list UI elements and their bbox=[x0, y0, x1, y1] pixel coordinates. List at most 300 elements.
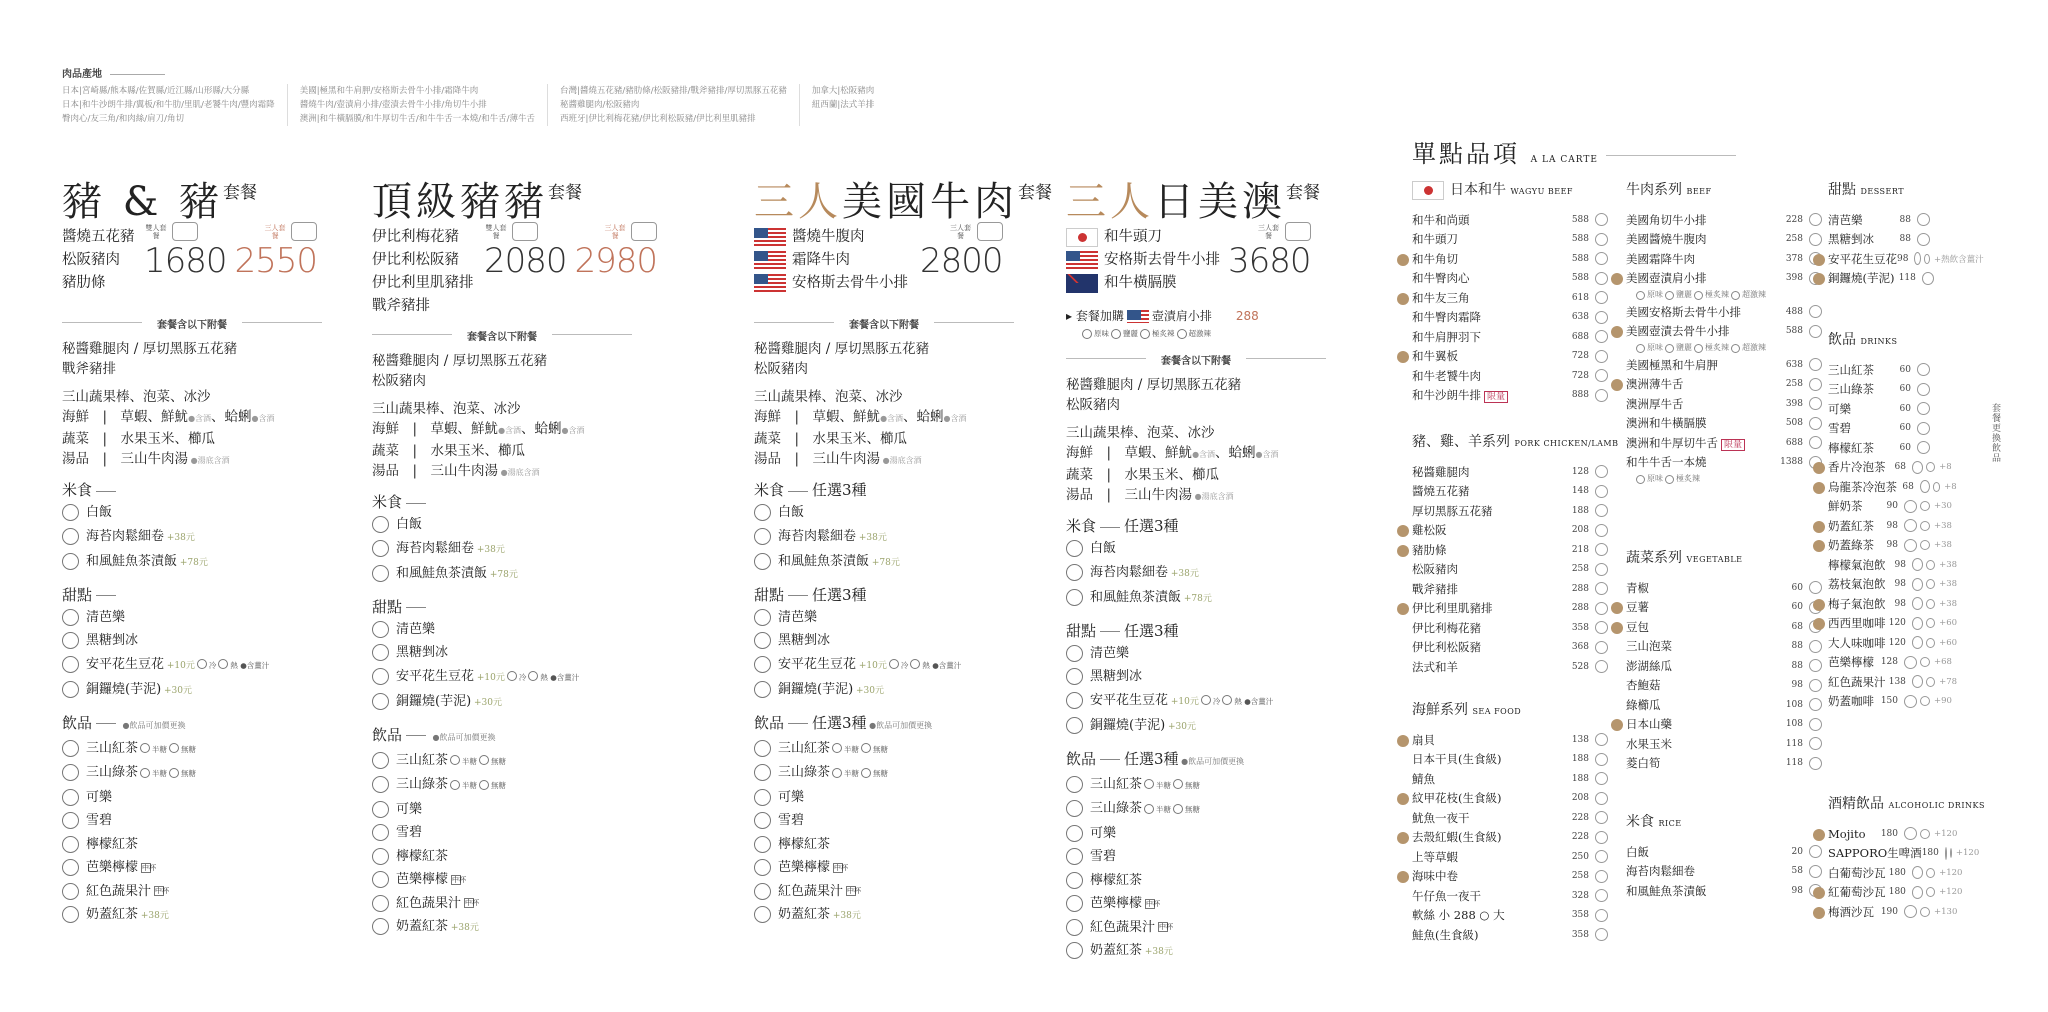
menu-item[interactable] bbox=[1412, 906, 1608, 926]
checkbox[interactable] bbox=[1920, 696, 1930, 706]
menu-item[interactable] bbox=[1412, 828, 1608, 848]
radio[interactable] bbox=[1222, 695, 1232, 705]
menu-item[interactable] bbox=[1626, 414, 1822, 434]
menu-item[interactable] bbox=[1412, 560, 1608, 580]
rice-option[interactable] bbox=[372, 537, 632, 563]
checkbox[interactable] bbox=[1809, 640, 1822, 653]
menu-item[interactable] bbox=[1412, 327, 1608, 347]
rice-option[interactable] bbox=[62, 550, 322, 576]
dessert-option[interactable] bbox=[62, 678, 322, 704]
checkbox[interactable] bbox=[1809, 659, 1822, 672]
radio[interactable] bbox=[169, 768, 179, 778]
drink-option[interactable] bbox=[62, 856, 322, 880]
checkbox[interactable] bbox=[1904, 656, 1917, 669]
menu-item[interactable] bbox=[1828, 633, 1968, 653]
checkbox[interactable] bbox=[1914, 252, 1921, 265]
radio[interactable] bbox=[1111, 329, 1121, 339]
radio[interactable] bbox=[1066, 540, 1083, 557]
radio[interactable] bbox=[1066, 776, 1083, 793]
checkbox[interactable] bbox=[1595, 330, 1608, 343]
radio[interactable] bbox=[372, 752, 389, 769]
radio[interactable] bbox=[754, 681, 771, 698]
checkbox[interactable] bbox=[1912, 866, 1923, 879]
menu-item[interactable] bbox=[1828, 360, 1968, 380]
dessert-option[interactable] bbox=[62, 606, 322, 630]
checkbox[interactable] bbox=[1809, 325, 1822, 338]
radio[interactable] bbox=[62, 681, 79, 698]
dessert-option[interactable] bbox=[62, 629, 322, 653]
checkbox[interactable] bbox=[1809, 757, 1822, 770]
radio[interactable] bbox=[62, 740, 79, 757]
radio[interactable] bbox=[754, 764, 771, 781]
drink-option[interactable] bbox=[62, 903, 322, 929]
checkbox[interactable] bbox=[1912, 461, 1923, 474]
checkbox-3[interactable] bbox=[291, 222, 317, 241]
checkbox[interactable] bbox=[1912, 558, 1923, 571]
menu-item[interactable] bbox=[1828, 824, 1968, 844]
radio[interactable] bbox=[832, 743, 842, 753]
radio[interactable] bbox=[1694, 344, 1703, 353]
checkbox[interactable] bbox=[1920, 657, 1930, 667]
menu-item[interactable] bbox=[1626, 734, 1822, 754]
menu-item[interactable] bbox=[1626, 230, 1822, 250]
radio[interactable] bbox=[1636, 475, 1645, 484]
radio[interactable] bbox=[1694, 291, 1703, 300]
menu-item[interactable] bbox=[1626, 453, 1822, 473]
checkbox[interactable] bbox=[1904, 695, 1917, 708]
radio[interactable] bbox=[169, 743, 179, 753]
radio[interactable] bbox=[1066, 848, 1083, 865]
radio[interactable] bbox=[1082, 329, 1092, 339]
menu-item[interactable] bbox=[1412, 308, 1608, 328]
drink-option[interactable] bbox=[754, 761, 1014, 786]
checkbox[interactable] bbox=[1904, 539, 1917, 552]
checkbox[interactable] bbox=[1595, 252, 1608, 265]
checkbox[interactable] bbox=[1595, 831, 1608, 844]
checkbox[interactable] bbox=[1917, 213, 1930, 226]
rice-option[interactable] bbox=[372, 513, 632, 537]
menu-item[interactable] bbox=[1828, 594, 1968, 614]
drink-option[interactable] bbox=[754, 903, 1014, 929]
checkbox[interactable] bbox=[1595, 621, 1608, 634]
checkbox[interactable] bbox=[1926, 638, 1935, 648]
radio[interactable] bbox=[1665, 291, 1674, 300]
drink-option[interactable] bbox=[62, 880, 322, 904]
checkbox[interactable] bbox=[1904, 905, 1917, 918]
drink-option[interactable] bbox=[1066, 869, 1326, 893]
radio[interactable] bbox=[372, 540, 389, 557]
menu-item[interactable] bbox=[1828, 497, 1968, 517]
checkbox[interactable] bbox=[1912, 636, 1923, 649]
radio[interactable] bbox=[832, 768, 842, 778]
drink-option[interactable] bbox=[1066, 797, 1326, 822]
radio[interactable] bbox=[1066, 800, 1083, 817]
checkbox[interactable] bbox=[1595, 389, 1608, 402]
checkbox[interactable] bbox=[1904, 827, 1917, 840]
radio[interactable] bbox=[754, 836, 771, 853]
menu-item[interactable] bbox=[1412, 521, 1608, 541]
radio[interactable] bbox=[479, 780, 489, 790]
menu-item[interactable] bbox=[1412, 579, 1608, 599]
menu-item[interactable] bbox=[1412, 230, 1608, 250]
menu-item[interactable] bbox=[1828, 883, 1968, 903]
radio[interactable] bbox=[372, 516, 389, 533]
checkbox[interactable] bbox=[1809, 865, 1822, 878]
radio[interactable] bbox=[450, 755, 460, 765]
radio[interactable] bbox=[754, 812, 771, 829]
checkbox[interactable] bbox=[1917, 422, 1930, 435]
checkbox[interactable] bbox=[1926, 677, 1935, 687]
checkbox[interactable] bbox=[1904, 500, 1917, 513]
menu-item[interactable] bbox=[1626, 433, 1822, 453]
checkbox[interactable] bbox=[1595, 350, 1608, 363]
dessert-option[interactable] bbox=[372, 690, 632, 716]
radio[interactable] bbox=[754, 656, 771, 673]
radio[interactable] bbox=[910, 659, 920, 669]
menu-item[interactable] bbox=[1828, 210, 1968, 230]
menu-item[interactable] bbox=[1828, 863, 1968, 883]
radio[interactable] bbox=[1665, 475, 1674, 484]
checkbox[interactable] bbox=[1595, 889, 1608, 902]
drink-option[interactable] bbox=[1066, 892, 1326, 916]
menu-item[interactable] bbox=[1412, 366, 1608, 386]
radio[interactable] bbox=[372, 801, 389, 818]
radio[interactable] bbox=[754, 528, 771, 545]
radio[interactable] bbox=[1144, 804, 1154, 814]
drink-option[interactable] bbox=[1066, 773, 1326, 798]
radio[interactable] bbox=[754, 609, 771, 626]
checkbox[interactable] bbox=[1595, 272, 1608, 285]
radio[interactable] bbox=[754, 632, 771, 649]
menu-item[interactable] bbox=[1626, 862, 1822, 882]
checkbox[interactable] bbox=[1809, 358, 1822, 371]
checkbox[interactable] bbox=[1912, 886, 1923, 899]
checkbox[interactable] bbox=[1917, 402, 1930, 415]
checkbox-2[interactable] bbox=[512, 222, 538, 241]
menu-item[interactable] bbox=[1626, 656, 1822, 676]
dessert-option[interactable] bbox=[1066, 642, 1326, 666]
radio[interactable] bbox=[62, 764, 79, 781]
rice-option[interactable] bbox=[1066, 586, 1326, 612]
drink-option[interactable] bbox=[754, 786, 1014, 810]
menu-item[interactable] bbox=[1626, 302, 1822, 322]
checkbox[interactable] bbox=[1926, 462, 1935, 472]
radio[interactable] bbox=[62, 906, 79, 923]
checkbox[interactable] bbox=[1912, 597, 1923, 610]
checkbox[interactable] bbox=[1917, 441, 1930, 454]
checkbox[interactable] bbox=[1917, 233, 1930, 246]
checkbox[interactable] bbox=[1809, 397, 1822, 410]
menu-item[interactable] bbox=[1412, 288, 1608, 308]
rice-option[interactable] bbox=[62, 501, 322, 525]
dessert-option[interactable] bbox=[372, 618, 632, 642]
radio[interactable] bbox=[1636, 291, 1645, 300]
radio[interactable] bbox=[140, 768, 150, 778]
menu-item[interactable] bbox=[1412, 249, 1608, 269]
menu-item[interactable] bbox=[1828, 399, 1968, 419]
checkbox[interactable] bbox=[1809, 213, 1822, 226]
checkbox[interactable] bbox=[1912, 617, 1923, 630]
checkbox[interactable] bbox=[1809, 845, 1822, 858]
radio[interactable] bbox=[218, 659, 228, 669]
radio[interactable] bbox=[1066, 825, 1083, 842]
drink-option[interactable] bbox=[62, 833, 322, 857]
rice-option[interactable] bbox=[62, 525, 322, 551]
checkbox[interactable] bbox=[1920, 829, 1930, 839]
radio[interactable] bbox=[372, 895, 389, 912]
checkbox[interactable] bbox=[1917, 383, 1930, 396]
radio[interactable] bbox=[861, 768, 871, 778]
dessert-option[interactable] bbox=[1066, 689, 1326, 715]
drink-option[interactable] bbox=[1066, 822, 1326, 846]
radio[interactable] bbox=[62, 836, 79, 853]
radio[interactable] bbox=[1177, 329, 1187, 339]
checkbox[interactable] bbox=[1595, 524, 1608, 537]
drink-option[interactable] bbox=[1066, 939, 1326, 965]
dessert-option[interactable] bbox=[754, 678, 1014, 704]
checkbox[interactable] bbox=[1920, 521, 1930, 531]
checkbox[interactable] bbox=[1809, 581, 1822, 594]
radio[interactable] bbox=[450, 780, 460, 790]
radio[interactable] bbox=[372, 621, 389, 638]
checkbox[interactable] bbox=[1595, 870, 1608, 883]
radio[interactable] bbox=[754, 553, 771, 570]
radio[interactable] bbox=[1066, 692, 1083, 709]
radio[interactable] bbox=[479, 755, 489, 765]
menu-item[interactable] bbox=[1828, 653, 1968, 673]
menu-item[interactable] bbox=[1626, 715, 1822, 735]
menu-item[interactable] bbox=[1626, 676, 1822, 696]
drink-option[interactable] bbox=[754, 737, 1014, 762]
menu-item[interactable] bbox=[1626, 269, 1822, 289]
radio[interactable] bbox=[754, 789, 771, 806]
menu-item[interactable] bbox=[1412, 847, 1608, 867]
menu-item[interactable] bbox=[1626, 842, 1822, 862]
radio[interactable] bbox=[372, 824, 389, 841]
drink-option[interactable] bbox=[1066, 845, 1326, 869]
checkbox-2[interactable] bbox=[172, 222, 198, 241]
checkbox[interactable] bbox=[1809, 679, 1822, 692]
rice-option[interactable] bbox=[1066, 561, 1326, 587]
checkbox[interactable] bbox=[1595, 233, 1608, 246]
checkbox[interactable] bbox=[1595, 582, 1608, 595]
menu-item[interactable] bbox=[1828, 438, 1968, 458]
menu-item[interactable] bbox=[1626, 598, 1822, 618]
checkbox[interactable] bbox=[1950, 848, 1952, 858]
checkbox[interactable] bbox=[1595, 213, 1608, 226]
menu-item[interactable] bbox=[1828, 419, 1968, 439]
menu-item[interactable] bbox=[1412, 769, 1608, 789]
radio[interactable] bbox=[62, 632, 79, 649]
radio[interactable] bbox=[754, 740, 771, 757]
radio[interactable] bbox=[372, 565, 389, 582]
radio[interactable] bbox=[1665, 344, 1674, 353]
radio[interactable] bbox=[507, 671, 517, 681]
checkbox[interactable] bbox=[1595, 369, 1608, 382]
radio[interactable] bbox=[197, 659, 207, 669]
drink-option[interactable] bbox=[1066, 916, 1326, 940]
menu-item[interactable] bbox=[1828, 269, 1968, 289]
radio[interactable] bbox=[372, 918, 389, 935]
checkbox[interactable] bbox=[1809, 718, 1822, 731]
menu-item[interactable] bbox=[1412, 462, 1608, 482]
checkbox[interactable] bbox=[1595, 733, 1608, 746]
checkbox[interactable] bbox=[1920, 501, 1930, 511]
menu-item[interactable] bbox=[1626, 578, 1822, 598]
menu-item[interactable] bbox=[1626, 322, 1822, 342]
checkbox[interactable] bbox=[1595, 485, 1608, 498]
menu-item[interactable] bbox=[1412, 808, 1608, 828]
drink-option[interactable] bbox=[372, 915, 632, 941]
checkbox[interactable] bbox=[1809, 436, 1822, 449]
radio[interactable] bbox=[372, 848, 389, 865]
radio[interactable] bbox=[62, 883, 79, 900]
menu-item[interactable] bbox=[1412, 482, 1608, 502]
checkbox-3[interactable] bbox=[1285, 222, 1311, 241]
menu-item[interactable] bbox=[1626, 617, 1822, 637]
drink-option[interactable] bbox=[754, 856, 1014, 880]
menu-item[interactable] bbox=[1412, 789, 1608, 809]
rice-option[interactable] bbox=[1066, 537, 1326, 561]
radio[interactable] bbox=[62, 789, 79, 806]
checkbox[interactable] bbox=[1809, 378, 1822, 391]
radio[interactable] bbox=[528, 671, 538, 681]
checkbox[interactable] bbox=[1926, 618, 1935, 628]
checkbox[interactable] bbox=[1920, 480, 1930, 493]
checkbox[interactable] bbox=[1809, 417, 1822, 430]
menu-item[interactable] bbox=[1412, 386, 1608, 406]
checkbox[interactable] bbox=[1595, 660, 1608, 673]
menu-item[interactable] bbox=[1626, 637, 1822, 657]
checkbox[interactable] bbox=[1945, 847, 1947, 860]
radio[interactable] bbox=[1066, 668, 1083, 685]
menu-item[interactable] bbox=[1626, 210, 1822, 230]
radio[interactable] bbox=[62, 812, 79, 829]
radio[interactable] bbox=[62, 553, 79, 570]
menu-item[interactable] bbox=[1828, 902, 1968, 922]
dessert-option[interactable] bbox=[372, 665, 632, 691]
checkbox[interactable] bbox=[1920, 540, 1930, 550]
menu-item[interactable] bbox=[1412, 501, 1608, 521]
drink-option[interactable] bbox=[372, 845, 632, 869]
checkbox[interactable] bbox=[1926, 599, 1935, 609]
radio[interactable] bbox=[1066, 919, 1083, 936]
radio[interactable] bbox=[754, 883, 771, 900]
rice-option[interactable] bbox=[372, 562, 632, 588]
radio[interactable] bbox=[1731, 291, 1740, 300]
menu-item[interactable] bbox=[1412, 638, 1608, 658]
radio[interactable] bbox=[1066, 717, 1083, 734]
rice-option[interactable] bbox=[754, 501, 1014, 525]
checkbox[interactable] bbox=[1595, 602, 1608, 615]
radio[interactable] bbox=[1066, 645, 1083, 662]
drink-option[interactable] bbox=[62, 786, 322, 810]
radio[interactable] bbox=[861, 743, 871, 753]
dessert-option[interactable] bbox=[372, 641, 632, 665]
drink-option[interactable] bbox=[372, 821, 632, 845]
menu-item[interactable] bbox=[1412, 540, 1608, 560]
checkbox[interactable] bbox=[1595, 909, 1608, 922]
checkbox-3[interactable] bbox=[977, 222, 1003, 241]
checkbox[interactable] bbox=[1595, 311, 1608, 324]
radio[interactable] bbox=[62, 504, 79, 521]
menu-item[interactable] bbox=[1828, 230, 1968, 250]
checkbox[interactable] bbox=[1595, 291, 1608, 304]
checkbox[interactable] bbox=[1595, 504, 1608, 517]
checkbox[interactable] bbox=[1933, 482, 1941, 492]
menu-item[interactable] bbox=[1412, 730, 1608, 750]
drink-option[interactable] bbox=[62, 809, 322, 833]
checkbox[interactable] bbox=[1926, 868, 1935, 878]
menu-item[interactable] bbox=[1828, 575, 1968, 595]
radio[interactable] bbox=[62, 609, 79, 626]
menu-item[interactable] bbox=[1626, 375, 1822, 395]
radio[interactable] bbox=[1636, 344, 1645, 353]
checkbox[interactable] bbox=[1922, 272, 1934, 285]
menu-item[interactable] bbox=[1412, 599, 1608, 619]
drink-option[interactable] bbox=[372, 868, 632, 892]
radio[interactable] bbox=[140, 743, 150, 753]
menu-item[interactable] bbox=[1626, 394, 1822, 414]
dessert-option[interactable] bbox=[1066, 665, 1326, 689]
checkbox[interactable] bbox=[1595, 850, 1608, 863]
menu-item[interactable] bbox=[1626, 249, 1822, 269]
checkbox[interactable] bbox=[1904, 519, 1917, 532]
radio[interactable] bbox=[1173, 779, 1183, 789]
dessert-option[interactable] bbox=[754, 606, 1014, 630]
menu-item[interactable] bbox=[1412, 347, 1608, 367]
radio[interactable] bbox=[1731, 344, 1740, 353]
radio[interactable] bbox=[62, 656, 79, 673]
menu-item[interactable] bbox=[1828, 672, 1968, 692]
drink-option[interactable] bbox=[754, 833, 1014, 857]
checkbox[interactable] bbox=[1926, 579, 1935, 589]
checkbox[interactable] bbox=[1809, 737, 1822, 750]
checkbox[interactable] bbox=[1917, 363, 1930, 376]
radio[interactable] bbox=[754, 859, 771, 876]
menu-item[interactable] bbox=[1828, 692, 1968, 712]
menu-item[interactable] bbox=[1626, 881, 1822, 901]
radio[interactable] bbox=[1144, 779, 1154, 789]
menu-item[interactable] bbox=[1412, 750, 1608, 770]
dessert-option[interactable] bbox=[754, 653, 1014, 679]
drink-option[interactable] bbox=[372, 749, 632, 774]
dessert-option[interactable] bbox=[62, 653, 322, 679]
checkbox[interactable] bbox=[1926, 560, 1935, 570]
menu-item[interactable] bbox=[1828, 555, 1968, 575]
menu-item[interactable] bbox=[1412, 269, 1608, 289]
checkbox[interactable] bbox=[1595, 928, 1608, 941]
radio[interactable] bbox=[372, 668, 389, 685]
drink-option[interactable] bbox=[754, 880, 1014, 904]
menu-item[interactable] bbox=[1828, 614, 1968, 634]
menu-item[interactable] bbox=[1626, 754, 1822, 774]
drink-option[interactable] bbox=[372, 798, 632, 822]
menu-item[interactable] bbox=[1828, 458, 1968, 478]
checkbox[interactable] bbox=[1595, 641, 1608, 654]
checkbox[interactable] bbox=[1595, 465, 1608, 478]
menu-item[interactable] bbox=[1828, 516, 1968, 536]
radio[interactable] bbox=[372, 871, 389, 888]
radio[interactable] bbox=[1066, 589, 1083, 606]
menu-item[interactable] bbox=[1412, 657, 1608, 677]
radio[interactable] bbox=[1140, 329, 1150, 339]
menu-item[interactable] bbox=[1626, 355, 1822, 375]
checkbox[interactable] bbox=[1595, 563, 1608, 576]
drink-option[interactable] bbox=[372, 773, 632, 798]
radio[interactable] bbox=[1066, 942, 1083, 959]
checkbox[interactable] bbox=[1912, 675, 1923, 688]
